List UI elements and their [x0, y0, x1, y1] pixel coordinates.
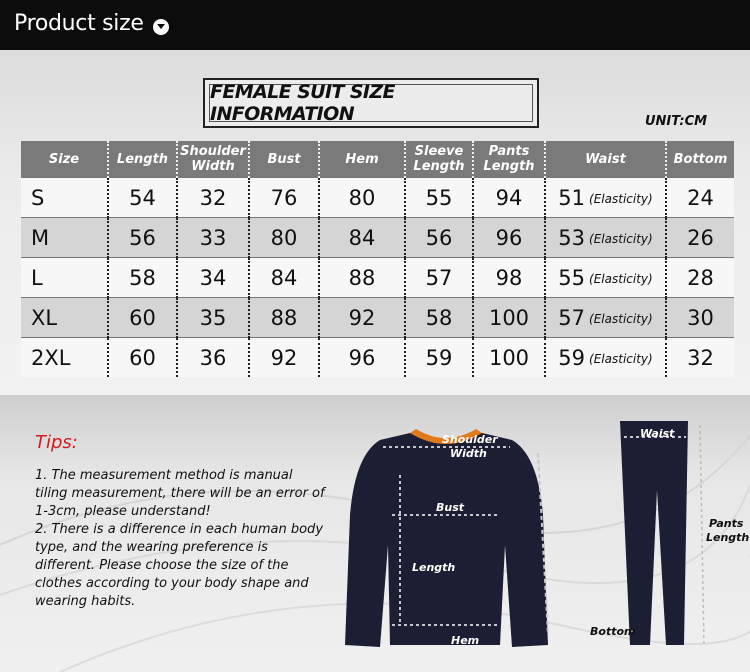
length-cell: 58	[108, 258, 177, 298]
header-title: Product size	[14, 11, 144, 36]
size-table	[21, 141, 734, 377]
size-cell: M	[21, 218, 108, 258]
length-cell: 60	[108, 298, 177, 338]
column-header: Sleeve Length	[405, 141, 473, 178]
pants-length-label-line2: Length	[706, 531, 750, 544]
unit-label: UNIT:CM	[645, 114, 708, 129]
waist-cell: 57 (Elasticity)	[545, 298, 666, 338]
sleeve-cell: 58	[405, 298, 473, 338]
column-header: Size	[21, 141, 108, 178]
hem-cell: 88	[319, 258, 405, 298]
pants-length-label: Pants	[709, 517, 744, 530]
bust-cell: 76	[249, 178, 319, 218]
page-title: FEMALE SUIT SIZE INFORMATION	[209, 84, 533, 122]
bust-cell: 84	[249, 258, 319, 298]
chevron-down-icon[interactable]	[153, 19, 169, 35]
waist-cell: 51 (Elasticity)	[545, 178, 666, 218]
shoulder-cell: 34	[177, 258, 249, 298]
pants-cell: 100	[473, 338, 545, 378]
table-row	[21, 258, 734, 298]
hem-cell: 96	[319, 338, 405, 378]
shirt-illustration	[345, 433, 548, 647]
tip-item: 1. The measurement method is manual tiling measurement, there will be an error of 1-3cm, please understand!	[35, 468, 325, 519]
header-bar	[0, 0, 750, 50]
shoulder-width-label-line2: Width	[450, 447, 487, 460]
pants-cell: 98	[473, 258, 545, 298]
table-header-row	[21, 141, 734, 178]
column-header: Pants Length	[473, 141, 545, 178]
column-header: Hem	[319, 141, 405, 178]
size-cell: S	[21, 178, 108, 218]
sleeve-cell: 56	[405, 218, 473, 258]
bust-cell: 92	[249, 338, 319, 378]
length-cell: 60	[108, 338, 177, 378]
hem-cell: 92	[319, 298, 405, 338]
table-row	[21, 218, 734, 258]
shoulder-cell: 35	[177, 298, 249, 338]
pants-cell: 94	[473, 178, 545, 218]
waist-cell: 53 (Elasticity)	[545, 218, 666, 258]
column-header: Waist	[545, 141, 666, 178]
size-cell: 2XL	[21, 338, 108, 378]
bottom-cell: 30	[666, 298, 734, 338]
tip-item: 2. There is a difference in each human body type, and the wearing preference is different. Please choose the size of the clothes according to your body shape and wearing habits.	[35, 522, 324, 609]
waist-cell: 55 (Elasticity)	[545, 258, 666, 298]
heading-box	[203, 78, 539, 128]
pants-illustration	[620, 421, 688, 645]
bottom-cell: 24	[666, 178, 734, 218]
sleeve-cell: 57	[405, 258, 473, 298]
bust-cell: 80	[249, 218, 319, 258]
column-header: Bottom	[666, 141, 734, 178]
bottom-cell: 32	[666, 338, 734, 378]
length-cell: 56	[108, 218, 177, 258]
sleeve-cell: 55	[405, 178, 473, 218]
table-row	[21, 298, 734, 338]
hem-cell: 80	[319, 178, 405, 218]
shoulder-cell: 33	[177, 218, 249, 258]
column-header: Bust	[249, 141, 319, 178]
bust-label: Bust	[436, 501, 465, 514]
hem-cell: 84	[319, 218, 405, 258]
waist-label: Waist	[640, 427, 675, 440]
shoulder-cell: 32	[177, 178, 249, 218]
sleeve-cell: 59	[405, 338, 473, 378]
table-row	[21, 338, 734, 378]
size-cell: XL	[21, 298, 108, 338]
shoulder-width-label: Shoulder	[442, 433, 498, 446]
bottom-label: Bottom	[590, 625, 636, 638]
length-cell: 54	[108, 178, 177, 218]
tips-title: Tips:	[35, 432, 78, 453]
shoulder-cell: 36	[177, 338, 249, 378]
tips-body	[35, 467, 325, 611]
size-cell: L	[21, 258, 108, 298]
pants-cell: 96	[473, 218, 545, 258]
column-header: Shoulder Width	[177, 141, 249, 178]
bottom-cell: 28	[666, 258, 734, 298]
waist-cell: 59 (Elasticity)	[545, 338, 666, 378]
table-row	[21, 178, 734, 218]
pants-cell: 100	[473, 298, 545, 338]
length-label: Length	[412, 561, 456, 574]
bust-cell: 88	[249, 298, 319, 338]
hem-label: Hem	[451, 634, 480, 647]
bottom-cell: 26	[666, 218, 734, 258]
column-header: Length	[108, 141, 177, 178]
